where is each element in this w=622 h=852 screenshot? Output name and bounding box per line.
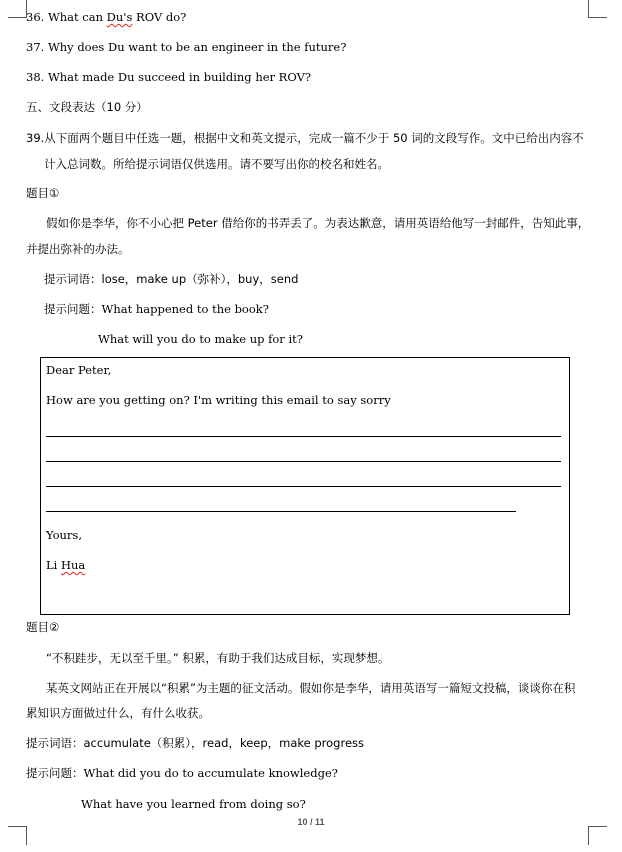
- topic1-desc-line1: 假如你是李华，你不小心把 Peter 借给你的书弄丢了。为表达歉意，请用英语给他写一封邮件，告知此事，: [46, 216, 590, 230]
- topic1-hint-q-label: 提示问题：: [44, 302, 102, 316]
- topic2-desc-line1: 某英文网站正在开展以“积累”为主题的征文活动。假如你是李华，请用英语写一篇短文投稿，谈谈你在积: [46, 681, 576, 695]
- letter-signature-first: Li: [46, 558, 61, 572]
- writing-line-2: [46, 461, 561, 462]
- letter-opening: How are you getting on? I'm writing this email to say sorry: [46, 393, 391, 407]
- topic1-desc-line2: 并提出弥补的办法。: [26, 242, 130, 256]
- writing-line-4: [46, 511, 516, 512]
- crop-mark-top-left: [8, 0, 27, 18]
- question-36-post: ROV do?: [132, 10, 187, 24]
- topic2-hint-q-label: 提示问题：: [26, 766, 84, 780]
- topic2-desc-line2: 累知识方面做过什么，有什么收获。: [26, 706, 210, 720]
- question-36-word: Du's: [106, 10, 133, 24]
- topic1-hint-question-1: [44, 302, 269, 316]
- crop-mark-top-right: [588, 0, 607, 18]
- section-title: 五、文段表达（10 分）: [26, 100, 148, 114]
- writing-line-3: [46, 486, 561, 487]
- letter-greeting: Dear Peter,: [46, 363, 112, 377]
- writing-box: [40, 357, 570, 615]
- topic1-hint-question-2: What will you do to make up for it?: [98, 332, 303, 346]
- topic2-hint-words: 提示词语：accumulate（积累），read，keep，make progress: [26, 736, 365, 750]
- topic2-label: 题目②: [26, 620, 60, 634]
- question-36-pre: 36. What can: [26, 10, 107, 24]
- topic1-label: 题目①: [26, 186, 60, 200]
- topic2-hint-q1-text: What did you do to accumulate knowledge?: [83, 766, 338, 780]
- letter-signature: [46, 558, 85, 572]
- topic2-quote: “不积跬步，无以至千里。” 积累，有助于我们达成目标，实现梦想。: [46, 651, 390, 665]
- crop-mark-bottom-right: [588, 826, 607, 845]
- letter-signature-last: Hua: [60, 558, 86, 572]
- question-38: 38. What made Du succeed in building her ROV?: [26, 70, 312, 84]
- question-36: [26, 10, 186, 24]
- letter-closing: Yours,: [46, 528, 82, 542]
- q39-instruction-line2: 计入总词数。所给提示词语仅供选用。请不要写出你的校名和姓名。: [44, 157, 389, 171]
- page-number: 10 / 11: [297, 817, 325, 827]
- writing-line-1: [46, 436, 561, 437]
- q39-instruction-line1: 39.从下面两个题目中任选一题，根据中文和英文提示，完成一篇不少于 50 词的文段写作。文中已给出内容不: [26, 131, 584, 145]
- crop-mark-bottom-left: [8, 826, 27, 845]
- question-37: 37. Why does Du want to be an engineer in the future?: [26, 40, 347, 54]
- topic2-hint-question-1: [26, 766, 338, 780]
- topic2-hint-question-2: What have you learned from doing so?: [81, 797, 306, 811]
- topic1-hint-q1-text: What happened to the book?: [101, 302, 269, 316]
- topic1-hint-words: 提示词语：lose，make up（弥补），buy，send: [44, 272, 299, 286]
